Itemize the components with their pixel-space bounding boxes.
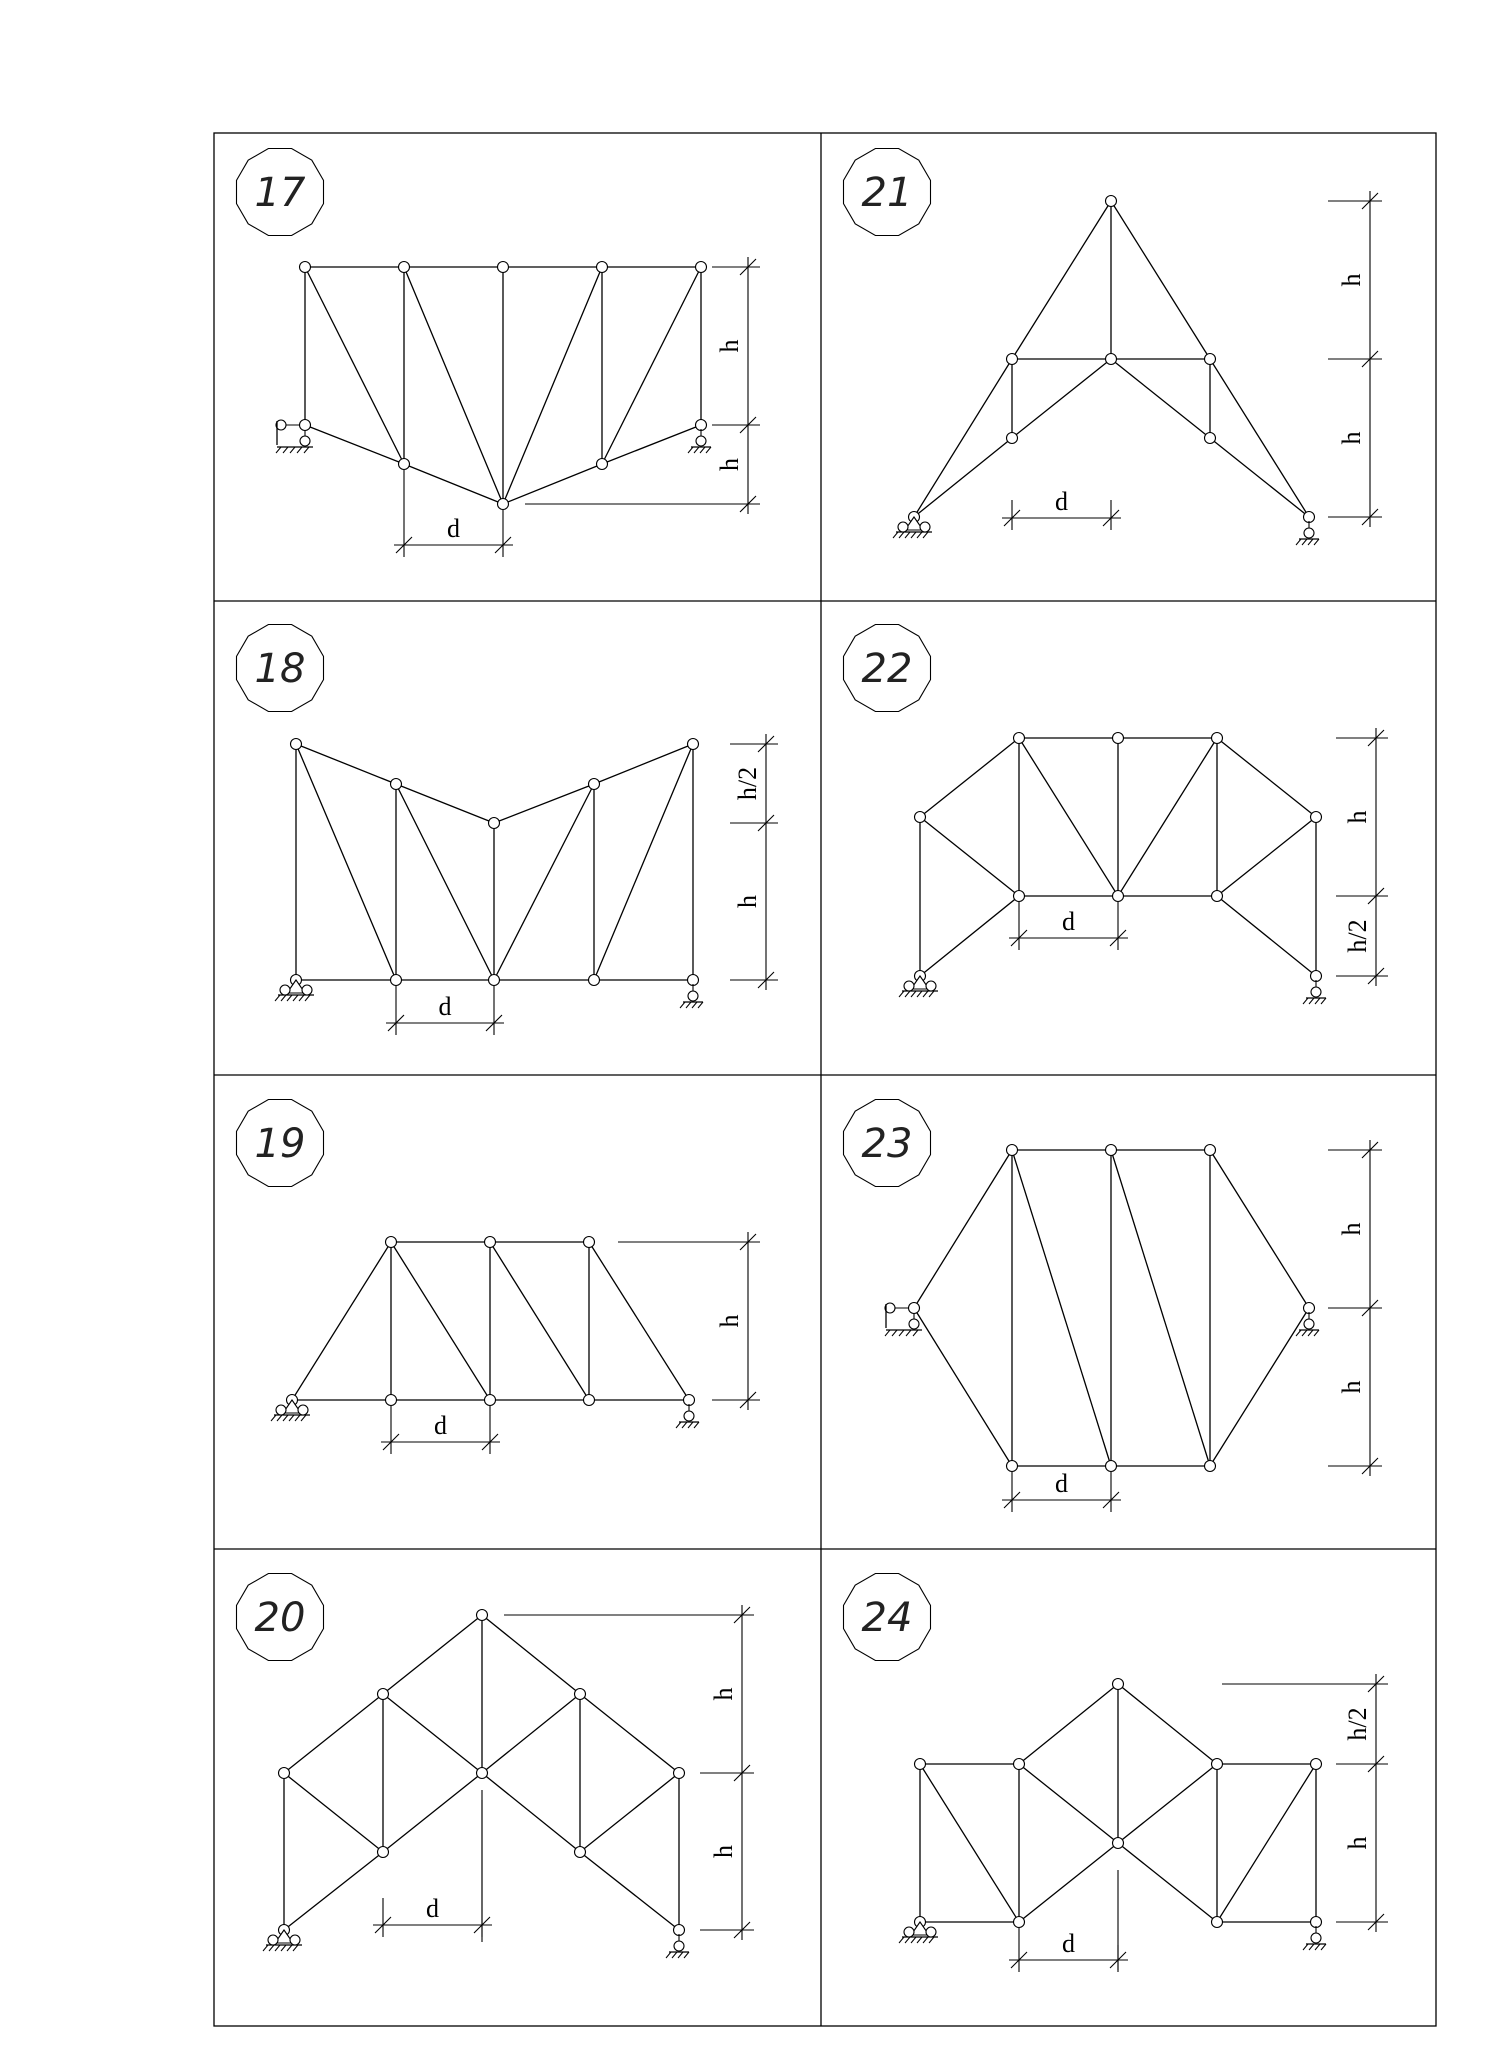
truss-member bbox=[914, 1308, 1012, 1466]
truss-node bbox=[684, 1395, 695, 1406]
truss-member bbox=[1210, 438, 1309, 517]
truss-node bbox=[597, 262, 608, 273]
truss-member bbox=[580, 1694, 679, 1773]
problem-number: 18 bbox=[254, 646, 306, 692]
dimension-label-d: d bbox=[1062, 1929, 1075, 1958]
truss-member bbox=[920, 896, 1019, 976]
truss-node bbox=[291, 739, 302, 750]
truss-node bbox=[489, 818, 500, 829]
dimension-label-h: h bbox=[1337, 1380, 1366, 1394]
dimension-label-d: d bbox=[1062, 907, 1075, 936]
truss-node bbox=[1205, 1145, 1216, 1156]
truss-member bbox=[1217, 817, 1316, 896]
dimension-label-h: h bbox=[1343, 810, 1372, 824]
truss-member bbox=[284, 1694, 383, 1773]
truss-node bbox=[1304, 512, 1315, 523]
truss-member bbox=[1118, 738, 1217, 896]
truss-node bbox=[1007, 354, 1018, 365]
truss-member bbox=[494, 784, 594, 823]
truss-panel-18 bbox=[237, 625, 779, 1036]
dimension-label-h: h/2 bbox=[1343, 1707, 1372, 1741]
truss-member bbox=[404, 267, 503, 504]
truss-node bbox=[1106, 354, 1117, 365]
problem-number: 21 bbox=[861, 170, 913, 216]
dimension-label-h: h/2 bbox=[1343, 919, 1372, 953]
dimension-label-d: d bbox=[438, 992, 452, 1021]
pin-support bbox=[899, 976, 938, 997]
truss-node bbox=[1311, 812, 1322, 823]
dimension-label-h: h bbox=[709, 1687, 738, 1701]
truss-node bbox=[915, 812, 926, 823]
truss-member bbox=[920, 738, 1019, 817]
truss-node bbox=[391, 975, 402, 986]
truss-member bbox=[1118, 1764, 1217, 1843]
truss-panel-17 bbox=[237, 149, 761, 558]
problem-number: 20 bbox=[254, 1595, 306, 1641]
truss-node bbox=[1007, 1145, 1018, 1156]
pin-support bbox=[899, 1922, 938, 1943]
dimension-label-d: d bbox=[1055, 487, 1068, 516]
truss-member bbox=[383, 1773, 482, 1852]
truss-member bbox=[305, 267, 404, 464]
dimension-label-h: h bbox=[1337, 273, 1366, 287]
truss-panel-24 bbox=[844, 1574, 1389, 1973]
problem-number: 17 bbox=[254, 170, 306, 216]
truss-node bbox=[1311, 971, 1322, 982]
truss-member bbox=[1118, 1843, 1217, 1922]
truss-panel-21 bbox=[844, 149, 1383, 546]
truss-node bbox=[1212, 1917, 1223, 1928]
truss-node bbox=[378, 1689, 389, 1700]
truss-member bbox=[1111, 1150, 1210, 1466]
truss-member bbox=[1019, 738, 1118, 896]
truss-member bbox=[594, 744, 693, 980]
truss-node bbox=[498, 499, 509, 510]
truss-member bbox=[383, 1615, 482, 1694]
truss-node bbox=[589, 975, 600, 986]
roller-support bbox=[1303, 980, 1326, 1004]
truss-member bbox=[490, 1242, 589, 1400]
truss-member bbox=[396, 784, 494, 980]
dimension-label-h: h bbox=[1337, 1222, 1366, 1236]
truss-panel-23 bbox=[844, 1100, 1383, 1513]
truss-panel-19 bbox=[237, 1100, 761, 1455]
truss-node bbox=[1212, 891, 1223, 902]
truss-member bbox=[914, 359, 1012, 517]
truss-node bbox=[575, 1689, 586, 1700]
dimension-label-h: h bbox=[733, 895, 762, 908]
truss-node bbox=[399, 262, 410, 273]
pin-support bbox=[271, 1400, 310, 1421]
truss-member bbox=[305, 425, 404, 464]
truss-node bbox=[279, 1768, 290, 1779]
truss-member bbox=[1118, 1684, 1217, 1764]
truss-node bbox=[1113, 733, 1124, 744]
truss-member bbox=[1019, 1843, 1118, 1922]
truss-node bbox=[1113, 1838, 1124, 1849]
truss-member bbox=[602, 425, 701, 464]
problem-number: 19 bbox=[254, 1121, 306, 1167]
truss-node bbox=[386, 1237, 397, 1248]
truss-member bbox=[1210, 1150, 1309, 1308]
dimension-label-h: h bbox=[715, 1314, 744, 1328]
dimension-label-h: h bbox=[715, 339, 744, 353]
roller-support bbox=[688, 429, 711, 453]
truss-node bbox=[589, 779, 600, 790]
truss-node bbox=[391, 779, 402, 790]
truss-node bbox=[1014, 1917, 1025, 1928]
problem-number: 23 bbox=[861, 1121, 913, 1167]
truss-node bbox=[688, 975, 699, 986]
truss-member bbox=[580, 1773, 679, 1852]
truss-member bbox=[391, 1242, 490, 1400]
truss-member bbox=[1012, 1150, 1111, 1466]
truss-member bbox=[1217, 738, 1316, 817]
truss-node bbox=[674, 1768, 685, 1779]
truss-member bbox=[1111, 201, 1210, 359]
truss-node bbox=[1311, 1759, 1322, 1770]
truss-member bbox=[292, 1242, 391, 1400]
dimension-label-h: h/2 bbox=[733, 766, 762, 801]
truss-node bbox=[485, 1395, 496, 1406]
truss-member bbox=[482, 1694, 580, 1773]
truss-member bbox=[1019, 1684, 1118, 1764]
truss-member bbox=[396, 784, 494, 823]
truss-member bbox=[296, 744, 396, 980]
truss-node bbox=[1113, 1679, 1124, 1690]
truss-member bbox=[580, 1852, 679, 1930]
truss-node bbox=[674, 1925, 685, 1936]
truss-node bbox=[915, 1759, 926, 1770]
truss-node bbox=[1106, 196, 1117, 207]
truss-member bbox=[920, 1764, 1019, 1922]
dimension-label-h: h bbox=[715, 458, 744, 471]
truss-node bbox=[378, 1847, 389, 1858]
truss-panel-22 bbox=[844, 625, 1389, 1005]
truss-member bbox=[1019, 1764, 1118, 1843]
truss-node bbox=[1205, 433, 1216, 444]
truss-node bbox=[696, 262, 707, 273]
truss-node bbox=[1014, 891, 1025, 902]
truss-node bbox=[477, 1610, 488, 1621]
truss-node bbox=[1007, 433, 1018, 444]
roller-support bbox=[666, 1934, 689, 1958]
roller-support bbox=[680, 984, 703, 1008]
truss-node bbox=[1106, 1145, 1117, 1156]
truss-node bbox=[584, 1237, 595, 1248]
truss-member bbox=[1217, 896, 1316, 976]
truss-node bbox=[584, 1395, 595, 1406]
truss-node bbox=[1205, 1461, 1216, 1472]
truss-member bbox=[1210, 1308, 1309, 1466]
roller-support bbox=[1296, 521, 1319, 545]
truss-member bbox=[503, 267, 602, 504]
truss-node bbox=[1106, 1461, 1117, 1472]
truss-member bbox=[284, 1852, 383, 1930]
truss-node bbox=[399, 459, 410, 470]
truss-member bbox=[920, 817, 1019, 896]
truss-member bbox=[494, 784, 594, 980]
truss-member bbox=[589, 1242, 689, 1400]
truss-member bbox=[284, 1773, 383, 1852]
truss-member bbox=[914, 1150, 1012, 1308]
truss-node bbox=[300, 420, 311, 431]
pin-support bbox=[263, 1930, 302, 1951]
truss-node bbox=[498, 262, 509, 273]
pin-support bbox=[275, 980, 314, 1001]
truss-member bbox=[914, 438, 1012, 517]
truss-node bbox=[485, 1237, 496, 1248]
truss-node bbox=[477, 1768, 488, 1779]
dimension-label-d: d bbox=[434, 1411, 447, 1440]
sheet-frame bbox=[214, 133, 1436, 2026]
truss-node bbox=[1304, 1303, 1315, 1314]
dimension-label-h: h bbox=[1343, 1836, 1372, 1850]
truss-member bbox=[1111, 359, 1210, 438]
truss-member bbox=[383, 1694, 482, 1773]
truss-member bbox=[482, 1773, 580, 1852]
truss-member bbox=[1210, 359, 1309, 517]
truss-member bbox=[1217, 1764, 1316, 1922]
problem-number: 22 bbox=[861, 646, 913, 692]
truss-node bbox=[386, 1395, 397, 1406]
truss-member bbox=[482, 1615, 580, 1694]
truss-node bbox=[1007, 1461, 1018, 1472]
truss-node bbox=[688, 739, 699, 750]
truss-node bbox=[1212, 1759, 1223, 1770]
truss-node bbox=[696, 420, 707, 431]
truss-node bbox=[1311, 1917, 1322, 1928]
truss-member bbox=[1012, 201, 1111, 359]
dimension-label-d: d bbox=[1055, 1469, 1068, 1498]
truss-node bbox=[1113, 891, 1124, 902]
dimension-label-h: h bbox=[709, 1845, 738, 1858]
truss-node bbox=[597, 459, 608, 470]
dimension-label-h: h bbox=[1337, 431, 1366, 445]
truss-node bbox=[300, 262, 311, 273]
truss-member bbox=[1012, 359, 1111, 438]
problem-number: 24 bbox=[861, 1595, 913, 1641]
dimension-label-d: d bbox=[426, 1894, 439, 1923]
roller-support bbox=[1303, 1926, 1326, 1950]
pin-support bbox=[893, 517, 932, 538]
roller-support bbox=[676, 1404, 699, 1428]
truss-node bbox=[1212, 733, 1223, 744]
truss-node bbox=[909, 1303, 920, 1314]
truss-member bbox=[602, 267, 701, 464]
dimension-label-d: d bbox=[447, 514, 460, 543]
truss-node bbox=[1014, 733, 1025, 744]
truss-node bbox=[575, 1847, 586, 1858]
truss-node bbox=[1205, 354, 1216, 365]
truss-node bbox=[1014, 1759, 1025, 1770]
truss-panel-20 bbox=[237, 1574, 755, 1959]
truss-node bbox=[489, 975, 500, 986]
